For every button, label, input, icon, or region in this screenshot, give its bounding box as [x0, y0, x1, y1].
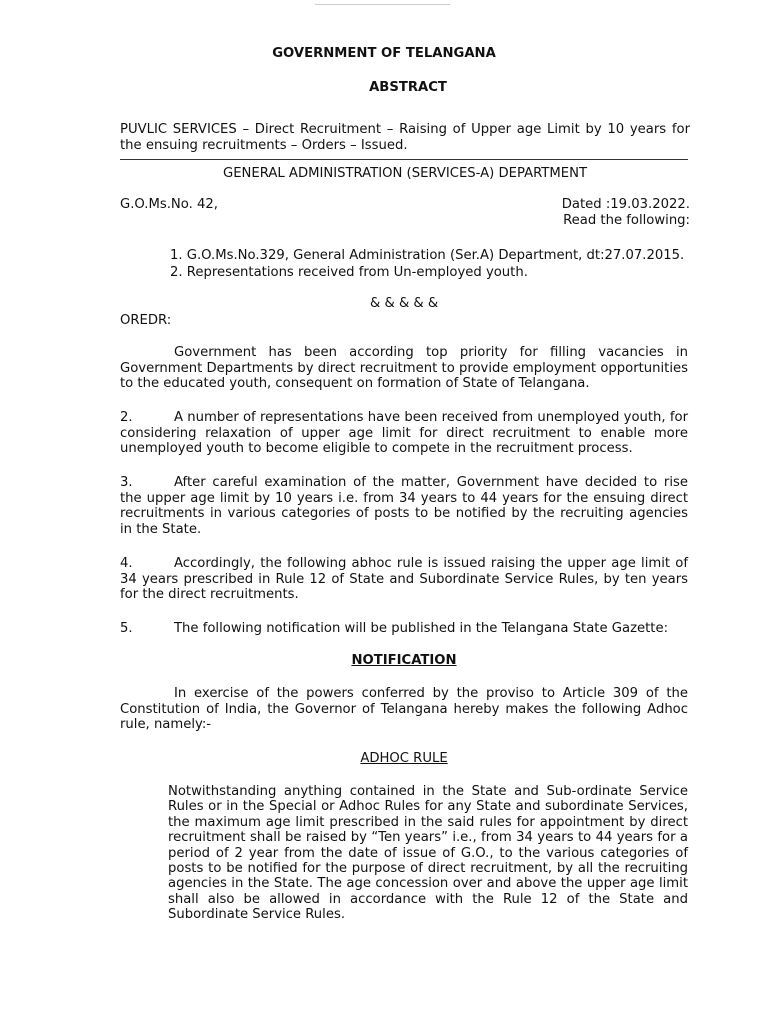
adhoc-rule-heading: ADHOC RULE	[360, 751, 448, 766]
separator-mark: & & & & &	[370, 296, 439, 311]
subject-divider	[120, 159, 688, 160]
abstract-heading: ABSTRACT	[369, 80, 447, 95]
paragraph-number: 5.	[120, 621, 133, 636]
paragraph-number: 4.	[120, 556, 133, 571]
notification-heading: NOTIFICATION	[351, 653, 457, 668]
paragraph-1: Government has been according top priority for filling vacancies in Government Departments by direct recruitment to provide employment opportunities to the educated youth, consequent on formation of State of Telangana.	[120, 345, 688, 391]
paragraph-4	[120, 556, 688, 603]
reference-item: 2. Representations received from Un-employed youth.	[170, 264, 528, 280]
read-following: Read the following:	[563, 213, 690, 228]
paragraph-text: Accordingly, the following abhoc rule is issued raising the upper age limit of 34 years prescribed in Rule 12 of State and Subordinate Service Rules, by ten years for the direct recruitments.	[120, 556, 688, 602]
paragraph-5	[120, 621, 688, 637]
paragraph-text: The following notification will be published in the Telangana State Gazette:	[174, 621, 669, 636]
order-label: OREDR:	[120, 313, 172, 328]
adhoc-rule-text: Notwithstanding anything contained in the State and Sub-ordinate Service Rules or in the Special or Adhoc Rules for any State and subordinate Services, the maximum age limit prescribed in the said rules for appointment by direct recruitment shall be raised by “Ten years” i.e., from 34 years to 44 years for a period of 2 year from the date of issue of G.O., to the various categories of posts to be notified for the purpose of direct recruitment, by all the recruiting agencies in the State. The age concession over and above the upper age limit shall also be allowed in accordance with the Rule 12 of the State and Subordinate Service Rules.	[168, 784, 688, 923]
reference-list	[170, 248, 684, 280]
paragraph-3	[120, 475, 688, 537]
paragraph-text: A number of representations have been received from unemployed youth, for considering relaxation of upper age limit for direct recruitment to enable more unemployed youth to become eligible to compete in the recruitment process.	[120, 410, 688, 456]
top-scan-line	[315, 4, 450, 5]
subject-text: PUVLIC SERVICES – Direct Recruitment – Raising of Upper age Limit by 10 years for the ensuing recruitments – Orders – Issued.	[120, 122, 690, 153]
notification-intro: In exercise of the powers conferred by the proviso to Article 309 of the Constitution of India, the Governor of Telangana hereby makes the following Adhoc rule, namely:-	[120, 686, 688, 732]
reference-item: 1. G.O.Ms.No.329, General Administration (Ser.A) Department, dt:27.07.2015.	[170, 248, 685, 263]
government-heading: GOVERNMENT OF TELANGANA	[272, 46, 496, 61]
go-number: G.O.Ms.No. 42,	[120, 197, 218, 212]
paragraph-number: 2.	[120, 410, 133, 425]
paragraph-number: 3.	[120, 475, 133, 490]
department-name: GENERAL ADMINISTRATION (SERVICES-A) DEPARTMENT	[222, 166, 587, 181]
paragraph-text: After careful examination of the matter, Government have decided to rise the upper age limit by 10 years i.e. from 34 years to 44 years for the ensuing direct recruitments in various categories of posts to be notified by the recruiting agencies in the State.	[120, 475, 688, 537]
date-text: Dated :19.03.2022.	[561, 197, 690, 212]
paragraph-2	[120, 410, 688, 457]
